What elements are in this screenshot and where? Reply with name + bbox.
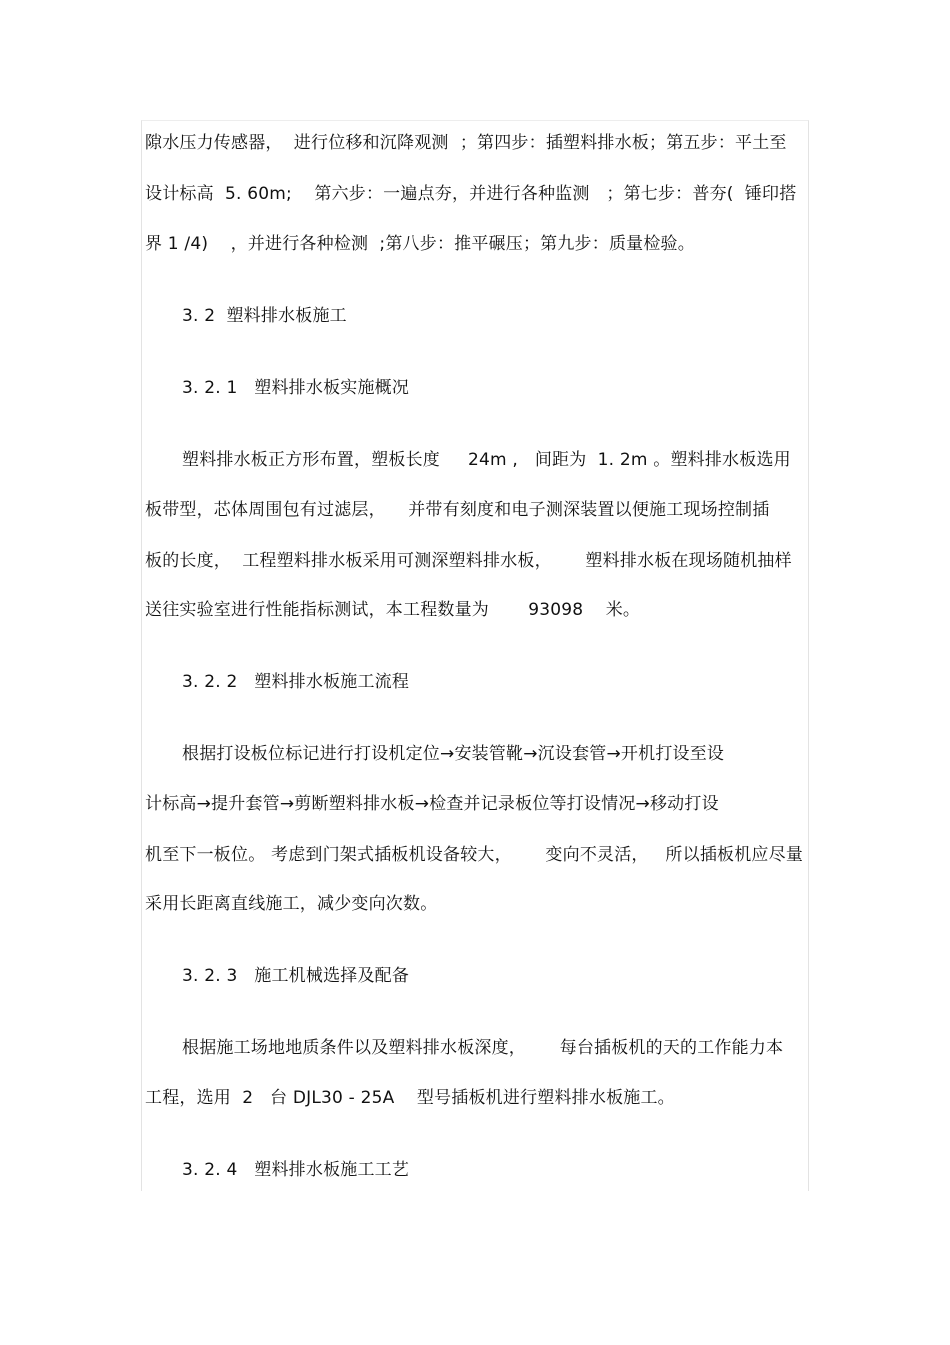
paragraph-line: 板的长度， 工程塑料排水板采用可测深塑料排水板， 塑料排水板在现场随机抽样 [145, 551, 792, 571]
section-heading: 3. 2 塑料排水板施工 [182, 306, 347, 326]
paragraph-line: 送往实验室进行性能指标测试，本工程数量为 93098 米。 [145, 600, 641, 620]
paragraph-line: 采用长距离直线施工，减少变向次数。 [145, 894, 438, 914]
paragraph-line: 界 1 /4) ，并进行各种检测 ;第八步：推平碾压；第九步：质量检验。 [145, 234, 695, 254]
paragraph-line: 隙水压力传感器， 进行位移和沉降观测 ；第四步：插塑料排水板；第五步：平土至 [145, 133, 787, 153]
paragraph-line: 设计标高 5. 60m; 第六步：一遍点夯，并进行各种监测 ；第七步：普夯( 锤印搭 [145, 184, 797, 204]
page-border [141, 120, 809, 1191]
subsection-heading: 3. 2. 4 塑料排水板施工工艺 [182, 1160, 410, 1180]
paragraph-line: 板带型，芯体周围包有过滤层， 并带有刻度和电子测深装置以便施工现场控制插 [145, 500, 770, 520]
subsection-heading: 3. 2. 1 塑料排水板实施概况 [182, 378, 410, 398]
paragraph-line: 根据打设板位标记进行打设机定位→安装管靴→沉设套管→开机打设至设 [182, 744, 725, 764]
paragraph-line: 工程，选用 2 台 DJL30 - 25A 型号插板机进行塑料排水板施工。 [145, 1088, 675, 1108]
paragraph-line: 根据施工场地地质条件以及塑料排水板深度， 每台插板机的天的工作能力本 [182, 1038, 784, 1058]
paragraph-line: 塑料排水板正方形布置，塑板长度 24m , 间距为 1. 2m 。塑料排水板选用 [182, 450, 791, 470]
paragraph-line: 计标高→提升套管→剪断塑料排水板→检查并记录板位等打设情况→移动打设 [145, 794, 719, 814]
subsection-heading: 3. 2. 3 施工机械选择及配备 [182, 966, 410, 986]
subsection-heading: 3. 2. 2 塑料排水板施工流程 [182, 672, 410, 692]
paragraph-line: 机至下一板位。 考虑到门架式插板机设备较大， 变向不灵活， 所以插板机应尽量 [145, 845, 804, 865]
